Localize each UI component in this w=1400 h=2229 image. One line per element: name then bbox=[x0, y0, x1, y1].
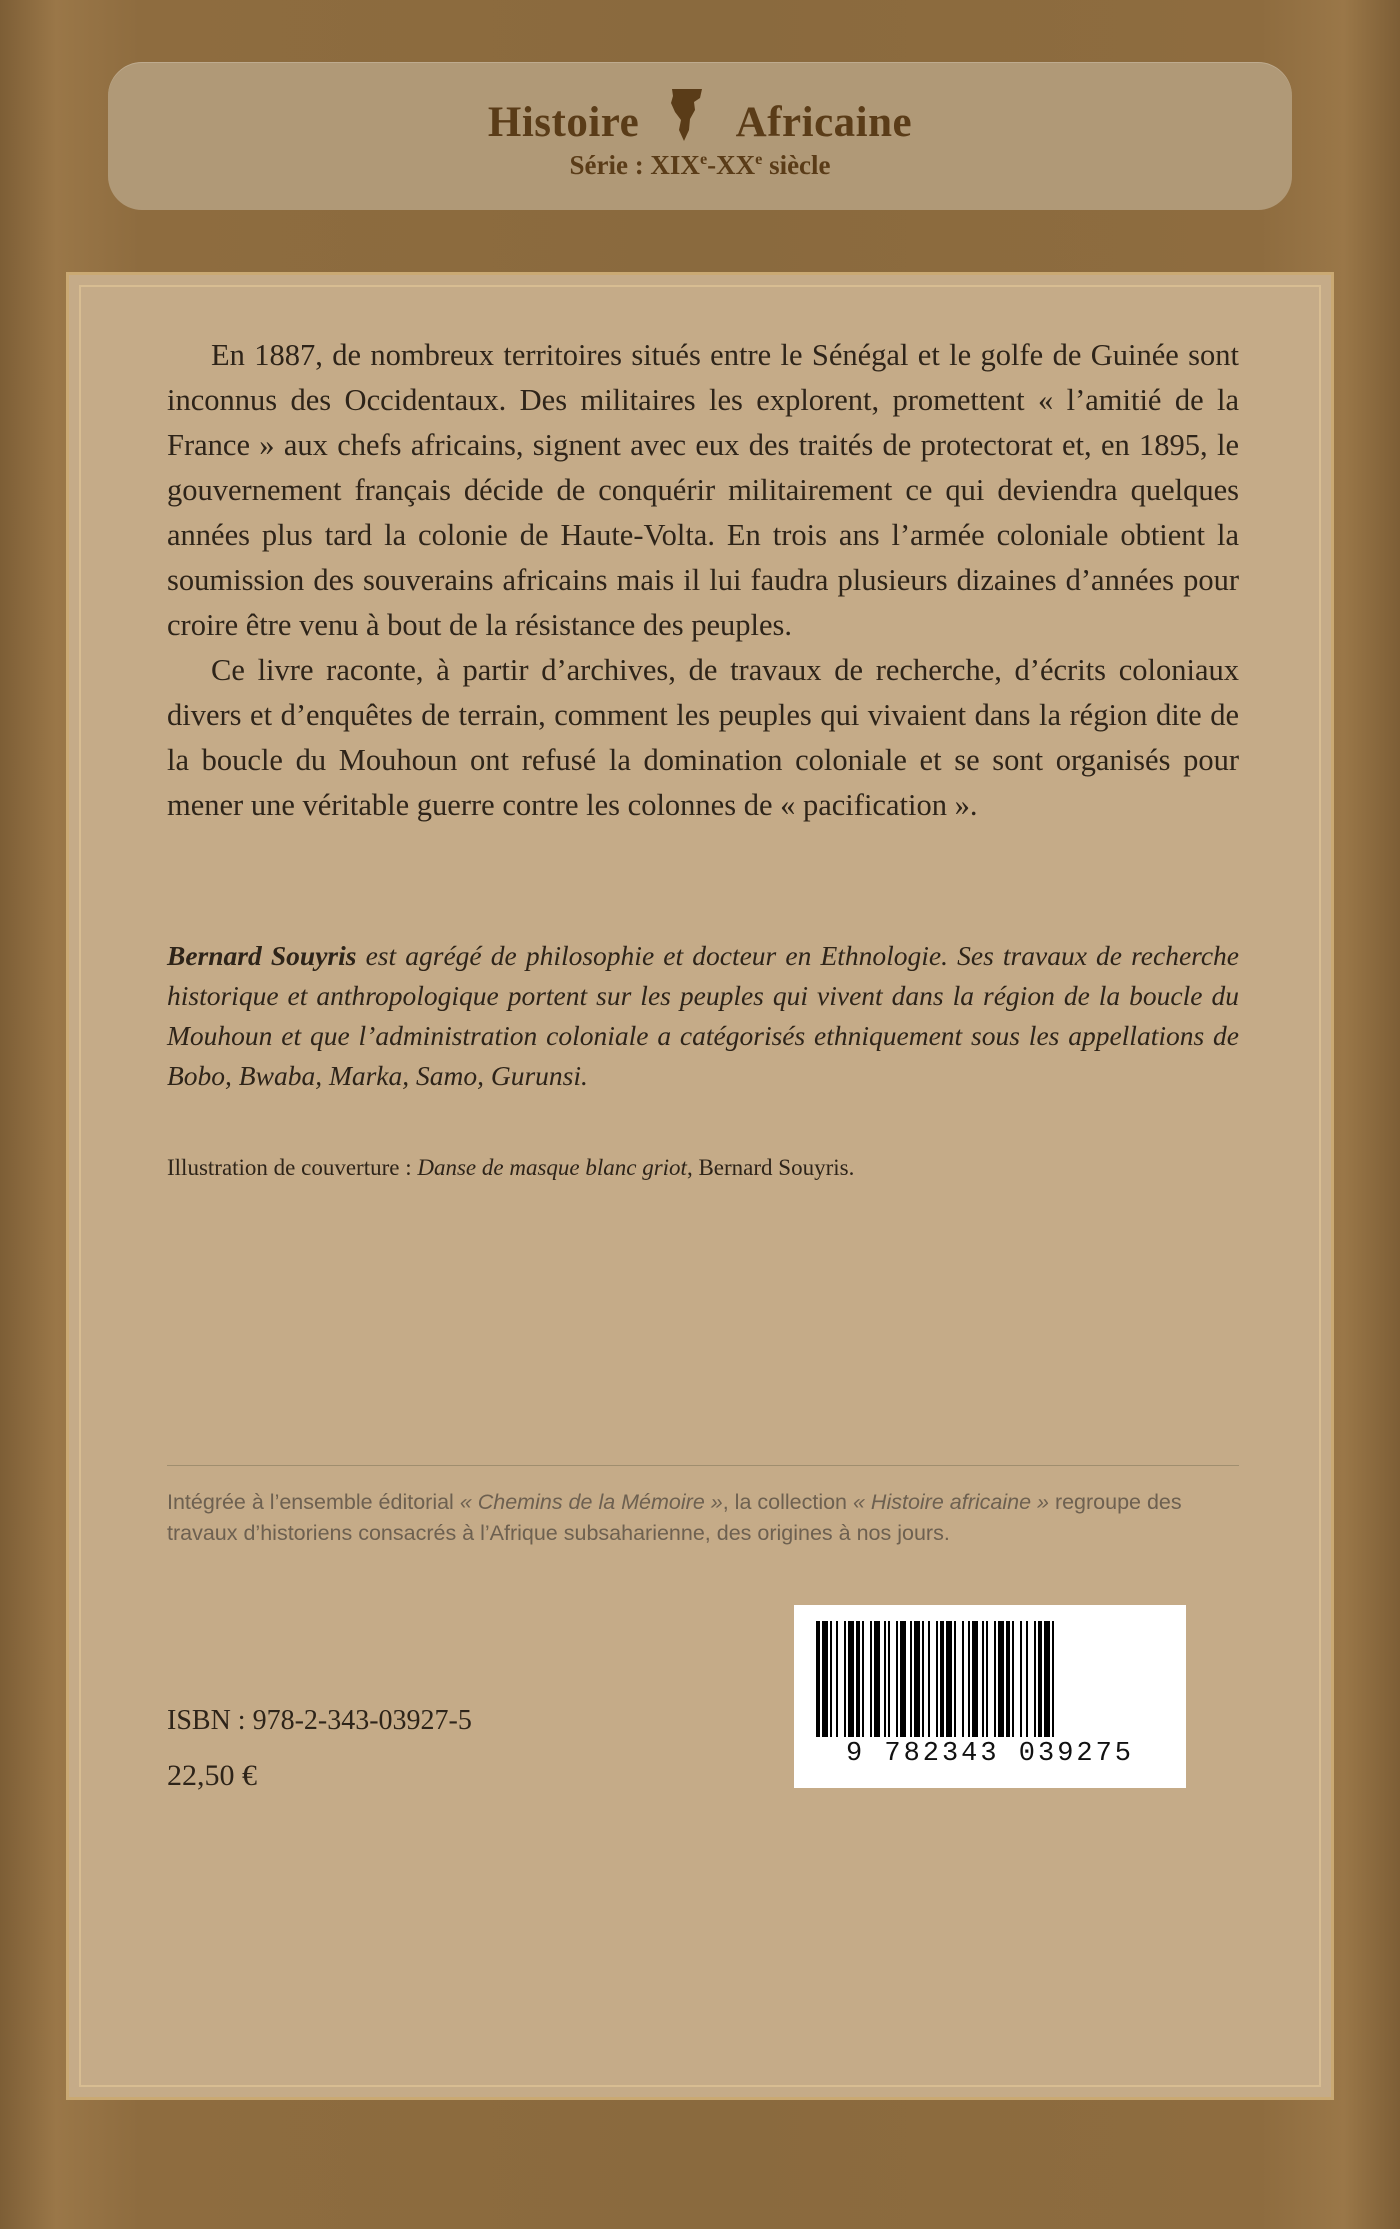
series-title-left: Histoire bbox=[487, 99, 640, 146]
back-cover-panel bbox=[66, 272, 1334, 2100]
series-subtitle-sup1: e bbox=[699, 150, 708, 168]
collection-note-part2: , la collection bbox=[722, 1490, 853, 1514]
series-subtitle-mid: -XX bbox=[707, 150, 756, 180]
author-bio-text: est agrégé de philosophie et docteur en Ethnologie. Ses travaux de recherche historique et anthropologique portent sur les peuples qui vivent dans la région de la boucle du Mouhoun et que l’administration coloniale a catégorisés ethniquement sous les appellations de Bobo, Bwaba, Marka, Samo, Gurunsi. bbox=[167, 940, 1240, 1091]
series-subtitle-prefix: Série : XIX bbox=[569, 150, 700, 180]
series-title bbox=[108, 88, 1292, 157]
cover-illustration-credit bbox=[167, 1152, 1239, 1184]
blurb-paragraph-2: Ce livre raconte, à partir d’archives, de travaux de recherche, d’écrits coloniaux divers et d’enquêtes de terrain, comment les peuples qui vivaient dans la région dite de la boucle du Mouhoun ont refusé la domination coloniale et se sont organisés pour mener une véritable guerre contre les colonnes de « pacification ». bbox=[167, 653, 1239, 822]
price: 22,50 € bbox=[167, 1759, 257, 1792]
author-name: Bernard Souyris bbox=[167, 940, 357, 971]
blurb-content bbox=[167, 333, 1239, 1184]
series-title-right: Africaine bbox=[735, 99, 913, 146]
divider bbox=[167, 1465, 1239, 1466]
series-banner bbox=[108, 62, 1292, 210]
barcode bbox=[794, 1605, 1186, 1788]
illustration-title: Danse de masque blanc griot bbox=[417, 1155, 687, 1180]
series-subtitle-suffix: siècle bbox=[762, 150, 831, 180]
blurb-paragraph-1: En 1887, de nombreux territoires situés entre le Sénégal et le golfe de Guinée sont inconnus des Occidentaux. Des militaires les explorent, promettent « l’amitié de la France » aux chefs africains, signent avec eux des traités de protectorat et, en 1895, le gouvernement français décide de conquérir militairement ce qui deviendra quelques années plus tard la colonie de Haute-Volta. En trois ans l’armée coloniale obtient la soumission des souverains africains mais il lui faudra plusieurs dizaines d’années pour croire être venu à bout de la résistance des peuples. bbox=[167, 338, 1239, 642]
series-subtitle bbox=[108, 150, 1292, 181]
collection-note-part1: Intégrée à l’ensemble éditorial bbox=[167, 1490, 460, 1514]
collection-note-italic2: « Histoire africaine » bbox=[852, 1490, 1049, 1514]
illustration-credit: , Bernard Souyris. bbox=[686, 1155, 855, 1180]
barcode-bars bbox=[816, 1621, 1164, 1737]
collection-note-part3: regroupe des travaux d’historiens consacrés à l’Afrique subsaharienne, des origines à nos jours. bbox=[167, 1490, 1182, 1545]
series-subtitle-sup2: e bbox=[755, 150, 763, 168]
africa-continent-icon bbox=[664, 86, 710, 155]
author-bio bbox=[167, 936, 1239, 1096]
collection-note-italic1: « Chemins de la Mémoire » bbox=[459, 1490, 723, 1514]
barcode-digits: 9 782343 039275 bbox=[845, 1739, 1135, 1769]
illustration-label: Illustration de couverture : bbox=[167, 1155, 418, 1180]
collection-note bbox=[167, 1487, 1239, 1549]
isbn: ISBN : 978-2-343-03927-5 bbox=[167, 1705, 472, 1736]
